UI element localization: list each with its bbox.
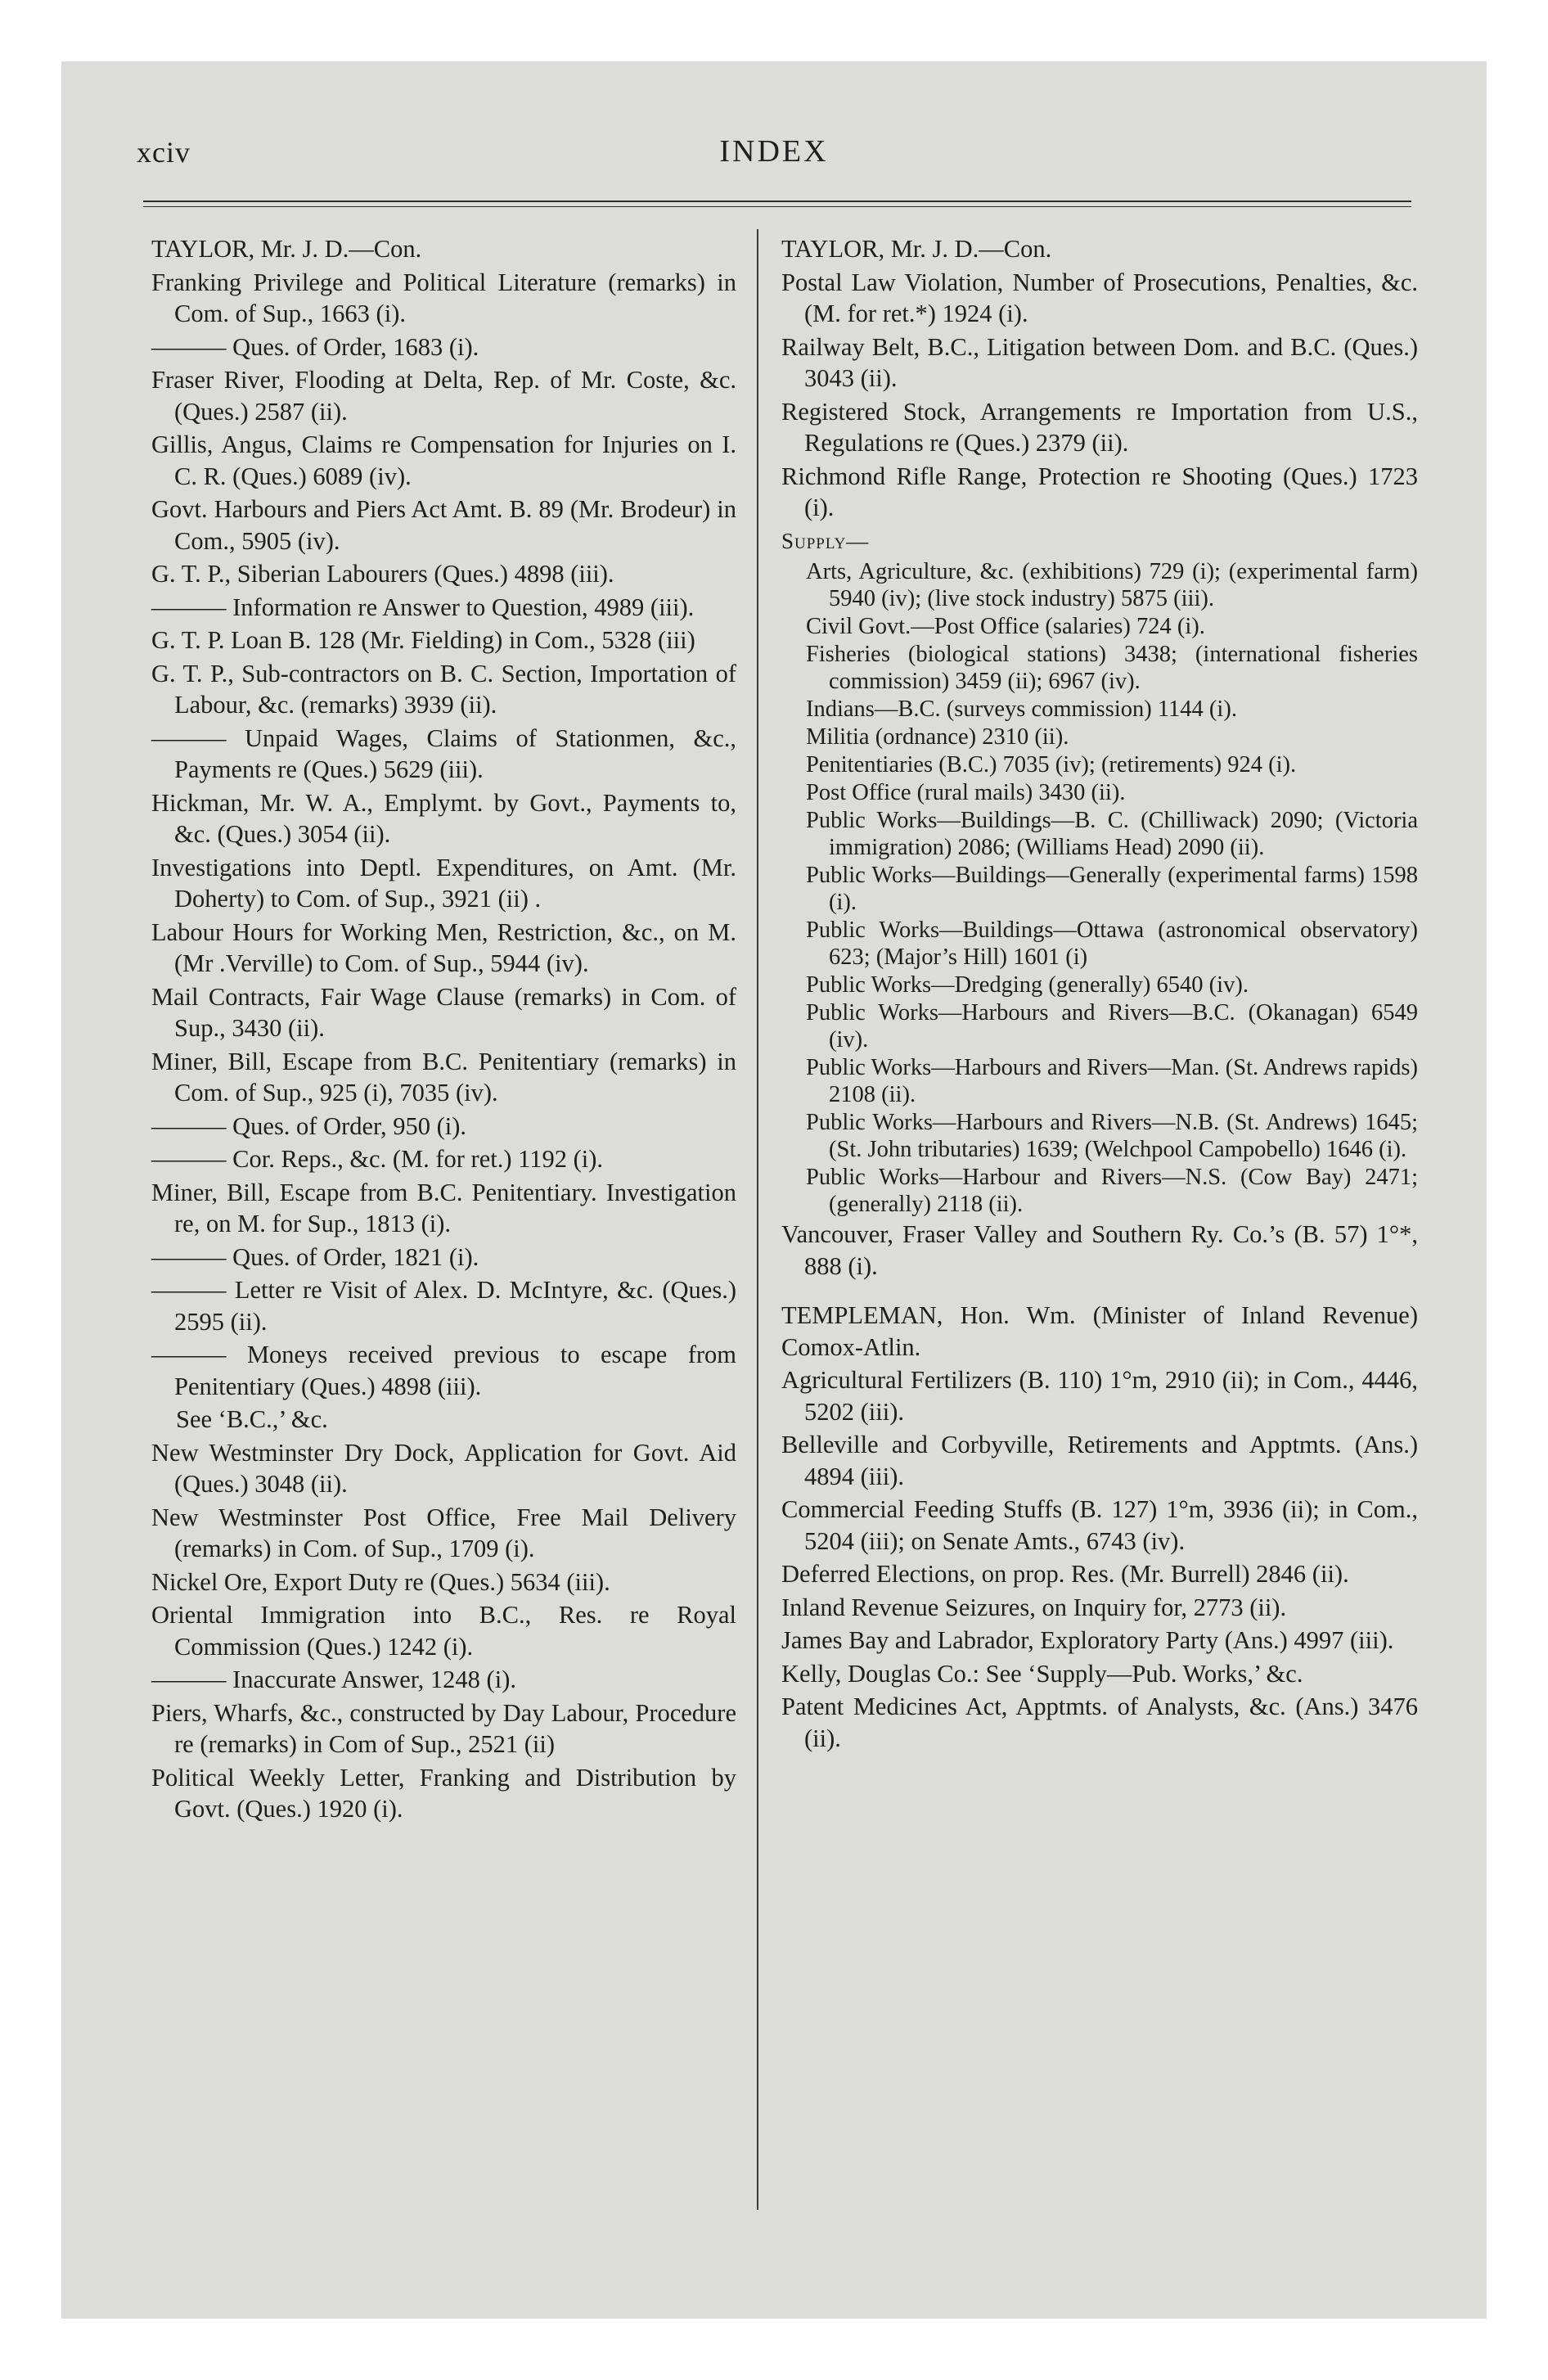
supply-sub-entry: Public Works—Harbour and Rivers—N.S. (Cow Bay) 2471; (generally) 2118 (ii). (806, 1165, 1418, 1217)
index-entry: Franking Privilege and Political Literature (remarks) in Com. of Sup., 1663 (i). (151, 268, 736, 327)
column-divider (757, 229, 758, 2210)
index-entry: ——— Cor. Reps., &c. (M. for ret.) 1192 (i). (151, 1145, 604, 1173)
index-entry: Nickel Ore, Export Duty re (Ques.) 5634 (iii). (151, 1567, 610, 1596)
index-entry: Gillis, Angus, Claims re Compensation for Injuries on I. C. R. (Ques.) 6089 (iv). (151, 430, 736, 490)
supply-sub-entry: Penitentiaries (B.C.) 7035 (iv); (retirements) 924 (i). (806, 752, 1297, 778)
index-entry: Railway Belt, B.C., Litigation between Dom. and B.C. (Ques.) 3043 (ii). (781, 332, 1418, 392)
supply-sub-entry: Public Works—Harbours and Rivers—B.C. (Okanagan) 6549 (iv). (806, 1000, 1418, 1053)
index-entry: Inland Revenue Seizures, on Inquiry for, 2773 (ii). (781, 1593, 1287, 1621)
index-entry: ——— Unpaid Wages, Claims of Stationmen, &c., Payments re (Ques.) 5629 (iii). (151, 723, 736, 783)
index-entry: Fraser River, Flooding at Delta, Rep. of Mr. Coste, &c. (Ques.) 2587 (ii). (151, 366, 736, 426)
index-entry: G. T. P., Sub-contractors on B. C. Section, Importation of Labour, &c. (remarks) 3939 (ii). (151, 659, 736, 719)
supply-sub-entry: Public Works—Harbours and Rivers—N.B. (St. Andrews) 1645; (St. John tributaries) 1639; (Welchpool Campobello) 1646 (i). (806, 1110, 1418, 1162)
index-entry: Political Weekly Letter, Franking and Distribution by Govt. (Ques.) 1920 (i). (151, 1763, 736, 1823)
supply-sub-entry: Public Works—Buildings—Ottawa (astronomical observatory) 623; (Major’s Hill) 1601 (i) (806, 917, 1418, 970)
index-entry: Kelly, Douglas Co.: See ‘Supply—Pub. Works,’ &c. (781, 1659, 1303, 1688)
index-cross-reference: See ‘B.C.,’ &c. (176, 1405, 328, 1433)
index-heading: TAYLOR, Mr. J. D.—Con. (781, 235, 1052, 263)
index-entry: James Bay and Labrador, Exploratory Party (Ans.) 4997 (iii). (781, 1626, 1394, 1654)
supply-sub-entry: Public Works—Buildings—B. C. (Chilliwack) 2090; (Victoria immigration) 2086; (Williams Head) 2090 (ii). (806, 808, 1418, 860)
index-entry: Richmond Rifle Range, Protection re Shooting (Ques.) 1723 (i). (781, 462, 1418, 521)
index-entry: Miner, Bill, Escape from B.C. Penitentiary (remarks) in Com. of Sup., 925 (i), 7035 (iv). (151, 1047, 736, 1107)
index-entry: Miner, Bill, Escape from B.C. Penitentiary. Investigation re, on M. for Sup., 1813 (i). (151, 1178, 736, 1237)
supply-sub-entry: Public Works—Harbours and Rivers—Man. (St. Andrews rapids) 2108 (ii). (806, 1055, 1418, 1107)
index-entry: Postal Law Violation, Number of Prosecutions, Penalties, &c. (M. for ret.*) 1924 (i). (781, 268, 1418, 327)
index-entry: Hickman, Mr. W. A., Emplymt. by Govt., Payments to, &c. (Ques.) 3054 (ii). (151, 788, 736, 848)
index-entry: Mail Contracts, Fair Wage Clause (remarks) in Com. of Sup., 3430 (ii). (151, 982, 736, 1042)
supply-sub-entry: Indians—B.C. (surveys commission) 1144 (i). (806, 696, 1237, 722)
index-entry: Govt. Harbours and Piers Act Amt. B. 89 (Mr. Brodeur) in Com., 5905 (iv). (151, 495, 736, 555)
index-entry: New Westminster Post Office, Free Mail Delivery (remarks) in Com. of Sup., 1709 (i). (151, 1503, 736, 1562)
index-entry: ——— Moneys received previous to escape from Penitentiary (Ques.) 4898 (iii). (151, 1341, 736, 1400)
index-entry: Labour Hours for Working Men, Restriction, &c., on M. (Mr .Verville) to Com. of Sup., 5944 (iv). (151, 917, 736, 977)
index-entry: ——— Ques. of Order, 1683 (i). (151, 332, 479, 361)
index-entry: Piers, Wharfs, &c., constructed by Day Labour, Procedure re (remarks) in Com of Sup., 2521 (ii) (151, 1698, 736, 1758)
left-column (151, 233, 736, 1827)
index-entry: Vancouver, Fraser Valley and Southern Ry. Co.’s (B. 57) 1°*, 888 (i). (781, 1220, 1418, 1280)
supply-sub-entry: Civil Govt.—Post Office (salaries) 724 (i). (806, 614, 1205, 639)
supply-heading: Supply— (781, 528, 870, 553)
index-entry: ——— Letter re Visit of Alex. D. McIntyre, &c. (Ques.) 2595 (ii). (151, 1276, 736, 1336)
header-rule-thin (143, 206, 1411, 207)
scanned-page (61, 61, 1487, 2319)
supply-sub-entry: Fisheries (biological stations) 3438; (international fisheries commission) 3459 (ii); 6967 (iv). (806, 642, 1418, 694)
index-entry: ——— Ques. of Order, 1821 (i). (151, 1242, 479, 1271)
header-rule (143, 201, 1411, 202)
supply-sub-entry: Public Works—Dredging (generally) 6540 (iv). (806, 972, 1249, 998)
page-number: xciv (137, 136, 191, 169)
index-heading: TAYLOR, Mr. J. D.—Con. (151, 235, 422, 263)
index-entry: Registered Stock, Arrangements re Importation from U.S., Regulations re (Ques.) 2379 (ii). (781, 397, 1418, 457)
page-title: INDEX (719, 134, 829, 169)
index-heading: TEMPLEMAN, Hon. Wm. (Minister of Inland Revenue) Comox-Atlin. (781, 1301, 1418, 1361)
right-column (781, 233, 1418, 1756)
index-entry: Commercial Feeding Stuffs (B. 127) 1°m, 3936 (ii); in Com., 5204 (iii); on Senate Amts., 6743 (iv). (781, 1495, 1418, 1555)
index-entry: Belleville and Corbyville, Retirements and Apptmts. (Ans.) 4894 (iii). (781, 1431, 1418, 1490)
index-entry: ——— Information re Answer to Question, 4989 (iii). (151, 593, 695, 621)
index-entry: ——— Inaccurate Answer, 1248 (i). (151, 1666, 516, 1693)
index-entry: Oriental Immigration into B.C., Res. re Royal Commission (Ques.) 1242 (i). (151, 1601, 736, 1661)
index-entry: Agricultural Fertilizers (B. 110) 1°m, 2910 (ii); in Com., 4446, 5202 (iii). (781, 1366, 1418, 1426)
index-entry: ——— Ques. of Order, 950 (i). (151, 1111, 467, 1140)
supply-sub-entry: Arts, Agriculture, &c. (exhibitions) 729 (i); (experimental farm) 5940 (iv); (live stock industry) 5875 (iii). (806, 559, 1418, 611)
supply-sub-entry: Militia (ordnance) 2310 (ii). (806, 724, 1069, 750)
supply-sub-entry: Public Works—Buildings—Generally (experimental farms) 1598 (i). (806, 863, 1418, 915)
index-entry: Deferred Elections, on prop. Res. (Mr. Burrell) 2846 (ii). (781, 1560, 1349, 1588)
index-entry: Patent Medicines Act, Apptmts. of Analysts, &c. (Ans.) 3476 (ii). (781, 1693, 1418, 1752)
index-entry: New Westminster Dry Dock, Application for Govt. Aid (Ques.) 3048 (ii). (151, 1438, 736, 1498)
index-entry: Investigations into Deptl. Expenditures, on Amt. (Mr. Doherty) to Com. of Sup., 3921 (ii) . (151, 853, 736, 913)
index-entry: G. T. P., Siberian Labourers (Ques.) 4898 (iii). (151, 560, 614, 588)
index-entry: G. T. P. Loan B. 128 (Mr. Fielding) in Com., 5328 (iii) (151, 626, 695, 654)
supply-sub-entry: Post Office (rural mails) 3430 (ii). (806, 780, 1126, 805)
